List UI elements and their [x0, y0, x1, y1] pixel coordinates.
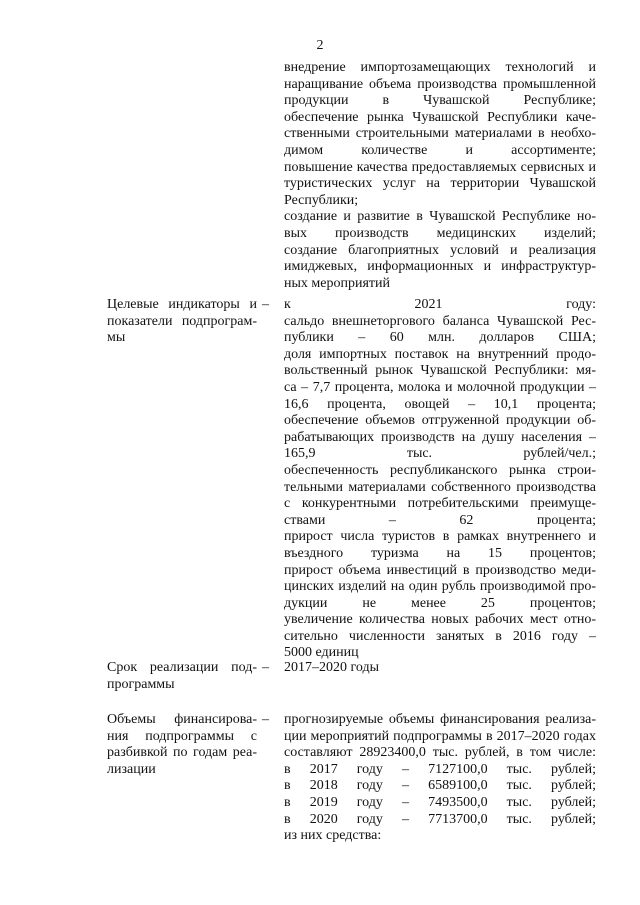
text-line: прирост объема инвестиций в производство меди- [284, 562, 596, 578]
label-line: Объемы финансирова- [107, 712, 257, 727]
indicators-content [284, 297, 596, 662]
text-line: сальдо внешнеторгового баланса Чувашской Рес- [284, 313, 596, 329]
funding-label [107, 712, 257, 778]
text-line: туристических услуг на территории Чувашской [284, 176, 596, 192]
text-line: сительно численности занятых в 2016 году – [284, 628, 596, 644]
indicators-label [107, 297, 257, 347]
text-line: составляют 28923400,0 тыс. рублей, в том числе: [284, 745, 596, 761]
text-line: цинских изделий на один рубль производимой про- [284, 579, 596, 595]
text-line: прирост числа туристов в рамках внутреннего и [284, 529, 596, 545]
text-line: доля импортных поставок на внутренний продо- [284, 346, 596, 362]
funding-dash: – [262, 712, 269, 727]
label-line: ния подпрограммы с [107, 728, 257, 744]
label-line: Срок реализации под- [107, 660, 257, 675]
text-line: прогнозируемые объемы финансирования реализа- [284, 712, 596, 727]
label-line: лизации [107, 761, 156, 777]
goals-content [284, 60, 596, 292]
term-value: 2017–2020 годы [284, 660, 380, 675]
term-label [107, 660, 257, 693]
text-line: в 2020 году – 7713700,0 тыс. рублей; [284, 811, 596, 827]
text-line: к 2021 году: [284, 297, 596, 312]
label-line: показатели подпрограм- [107, 313, 257, 329]
label-line: Целевые индикаторы и [107, 297, 257, 312]
text-line: в 2017 году – 7127100,0 тыс. рублей; [284, 761, 596, 777]
label-line: разбивкой по годам реа- [107, 745, 257, 761]
text-line: 16,6 процента, овощей – 10,1 процента; [284, 396, 596, 412]
text-line: повышение качества предоставляемых сервисных и [284, 159, 596, 175]
term-content [284, 660, 596, 677]
label-line: программы [107, 676, 175, 692]
text-line: ствами – 62 процента; [284, 512, 596, 528]
text-line: 5000 единиц [284, 645, 359, 661]
text-line: са – 7,7 процента, молока и молочной продукции – [284, 379, 596, 395]
text-line: ции мероприятий подпрограммы в 2017–2020 годах [284, 728, 596, 744]
text-line: имиджевых, информационных и инфраструктур- [284, 259, 596, 275]
term-dash: – [262, 660, 269, 675]
text-line: в 2019 году – 7493500,0 тыс. рублей; [284, 794, 596, 810]
label-line: мы [107, 330, 126, 346]
page-number: 2 [316, 38, 324, 53]
text-line: обеспечение рынка Чувашской Республики каче- [284, 109, 596, 125]
text-line: с конкурентными потребительскими преимуще- [284, 496, 596, 512]
text-line: обеспеченность республиканского рынка строи- [284, 462, 596, 478]
text-line: ственными строительными материалами в необхо- [284, 126, 596, 142]
indicators-dash: – [262, 297, 269, 312]
text-line: создание благоприятных условий и реализация [284, 242, 596, 258]
text-line: ных мероприятий [284, 275, 390, 291]
text-line: увеличение количества новых рабочих мест отно- [284, 612, 596, 628]
text-line: внедрение импортозамещающих технологий и [284, 60, 596, 75]
text-line: из них средства: [284, 828, 382, 844]
text-line: рабатывающих производств на душу населения – [284, 429, 596, 445]
text-line: в 2018 году – 6589100,0 тыс. рублей; [284, 778, 596, 794]
text-line: 165,9 тыс. рублей/чел.; [284, 446, 596, 462]
text-line: дукции не менее 25 процентов; [284, 595, 596, 611]
text-line: вольственный рынок Чувашской Республики: мя- [284, 363, 596, 379]
text-line: наращивание объема производства промышленной [284, 76, 596, 92]
text-line: публики – 60 млн. долларов США; [284, 330, 596, 346]
text-line: димом количестве и ассортименте; [284, 142, 596, 158]
text-line: Республики; [284, 192, 359, 208]
text-line: создание и развитие в Чувашской Республике но- [284, 209, 596, 225]
text-line: обеспечение объемов отгруженной продукции об- [284, 413, 596, 429]
text-line: тельными материалами собственного производства [284, 479, 596, 495]
text-line: вых производств медицинских изделий; [284, 225, 596, 241]
text-line: въездного туризма на 15 процентов; [284, 545, 596, 561]
text-line: продукции в Чувашской Республике; [284, 93, 596, 109]
funding-content [284, 712, 596, 845]
